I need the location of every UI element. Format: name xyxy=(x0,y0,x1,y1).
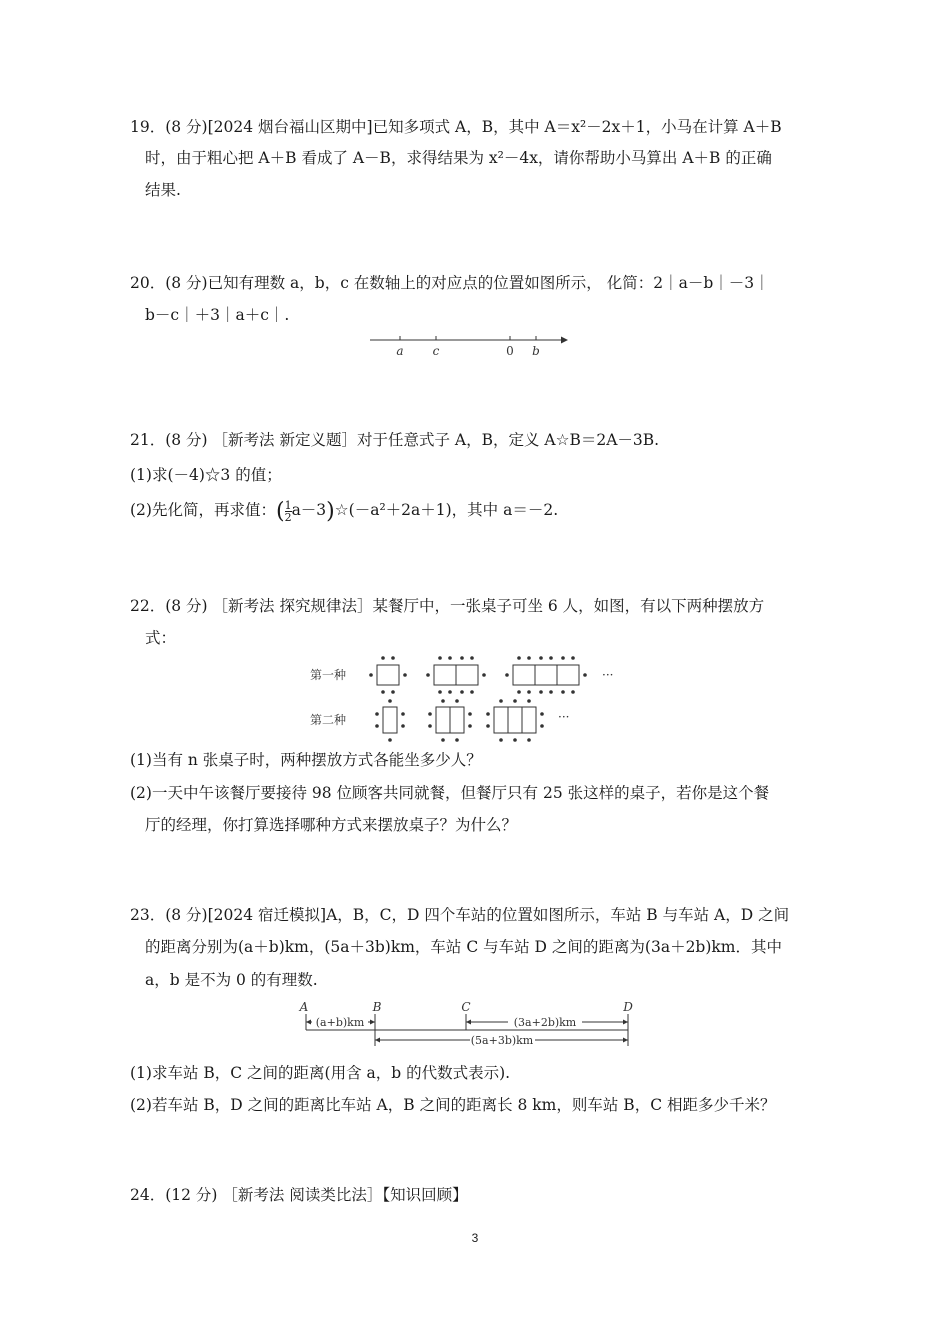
q21-part-1: (1)求(－4)☆3 的值； xyxy=(130,466,282,484)
method2-three-tables xyxy=(494,707,536,733)
q21-part-2: (2)先化简，再求值：( $\frac{1}{2}$ a－3)☆(－a²＋2a＋1)，其中 a＝－2. xyxy=(130,498,559,524)
method1-three-tables xyxy=(513,665,579,685)
method2-one-table xyxy=(383,707,397,733)
ellipsis-method-2: ··· xyxy=(558,710,570,724)
q22-part-2-line-2: 厅的经理，你打算选择哪种方式来摆放桌子？为什么？ xyxy=(145,816,518,834)
axis-label-a: a xyxy=(396,344,404,358)
q23-part-2: (2)若车站 B，D 之间的距离比车站 A，B 之间的距离长 8 km，则车站 B，C 相距多少千米？ xyxy=(130,1096,776,1114)
q19-line-2: 时，由于粗心把 A＋B 看成了 A－B，求得结果为 x²－4x，请你帮助小马算出 A＋B 的正确 xyxy=(145,149,772,167)
q22-part-2-line-1: (2)一天中午该餐厅要接待 98 位顾客共同就餐，但餐厅只有 25 张这样的桌子，若你是这个餐 xyxy=(130,784,770,802)
q22-part-1: (1)当有 n 张桌子时，两种摆放方式各能坐多少人？ xyxy=(130,751,482,769)
distance-ab-label: (a+b)km xyxy=(315,1016,365,1029)
q20-line-1: 20．(8 分)已知有理数 a，b，c 在数轴上的对应点的位置如图所示， 化简：2｜a－b｜－3｜ xyxy=(130,274,770,292)
station-a-label: A xyxy=(299,1000,309,1014)
q19-line-1: 19．(8 分)[2024 烟台福山区期中]已知多项式 A，B，其中 A＝x²－2x＋1，小马在计算 A＋B xyxy=(130,118,782,136)
arrangement-label-2: 第二种 xyxy=(310,713,347,727)
number-line-figure xyxy=(365,330,575,362)
method1-one-table xyxy=(377,665,399,685)
axis-label-c: c xyxy=(432,344,440,358)
method2-two-tables xyxy=(436,707,464,733)
q21-part-2-prefix: (2)先化简，再求值： xyxy=(130,501,276,519)
q22-line-1: 22．(8 分) ［新考法 探究规律法］某餐厅中，一张桌子可坐 6 人，如图，有以下两种摆放方 xyxy=(130,597,765,615)
q23-line-1: 23．(8 分)[2024 宿迁模拟]A，B，C，D 四个车站的位置如图所示，车站 B 与车站 A，D 之间 xyxy=(130,906,790,924)
distance-bd-label: (5a+3b)km xyxy=(470,1034,534,1047)
q22-line-2: 式： xyxy=(145,629,177,647)
q21-line-1: 21．(8 分) ［新考法 新定义题］对于任意式子 A，B，定义 A☆B＝2A－3B. xyxy=(130,431,660,449)
station-d-label: D xyxy=(623,1000,633,1014)
page-number: 3 xyxy=(471,1231,479,1245)
ellipsis-method-1: ··· xyxy=(602,668,614,682)
axis-label-zero: 0 xyxy=(506,344,514,358)
distance-cd-label: (3a+2b)km xyxy=(513,1016,577,1029)
arrangement-label-1: 第一种 xyxy=(310,668,347,682)
q23-line-3: a，b 是不为 0 的有理数. xyxy=(145,971,318,989)
stations-figure xyxy=(298,1000,638,1050)
station-c-label: C xyxy=(461,1000,471,1014)
table-arrangement-figure xyxy=(310,653,630,743)
q19-line-3: 结果. xyxy=(145,181,181,199)
station-b-label: B xyxy=(372,1000,382,1014)
axis-label-b: b xyxy=(532,344,540,358)
q23-line-2: 的距离分别为(a＋b)km，(5a＋3b)km，车站 C 与车站 D 之间的距离为(3a＋2b)km．其中 xyxy=(145,938,782,956)
fraction-denominator: 2 xyxy=(284,510,292,524)
q23-part-1: (1)求车站 B，C 之间的距离(用含 a，b 的代数式表示). xyxy=(130,1064,511,1082)
fraction-numerator: 1 xyxy=(284,498,292,512)
fraction-one-half xyxy=(285,500,292,523)
method1-two-tables xyxy=(434,665,478,685)
q24-line-1: 24．(12 分) ［新考法 阅读类比法］【知识回顾】 xyxy=(130,1186,468,1204)
q21-part-2-mid: a－3 xyxy=(291,501,327,519)
q20-line-2: b－c｜＋3｜a＋c｜. xyxy=(145,306,290,324)
q21-part-2-suffix: ☆(－a²＋2a＋1)，其中 a＝－2. xyxy=(334,501,559,519)
